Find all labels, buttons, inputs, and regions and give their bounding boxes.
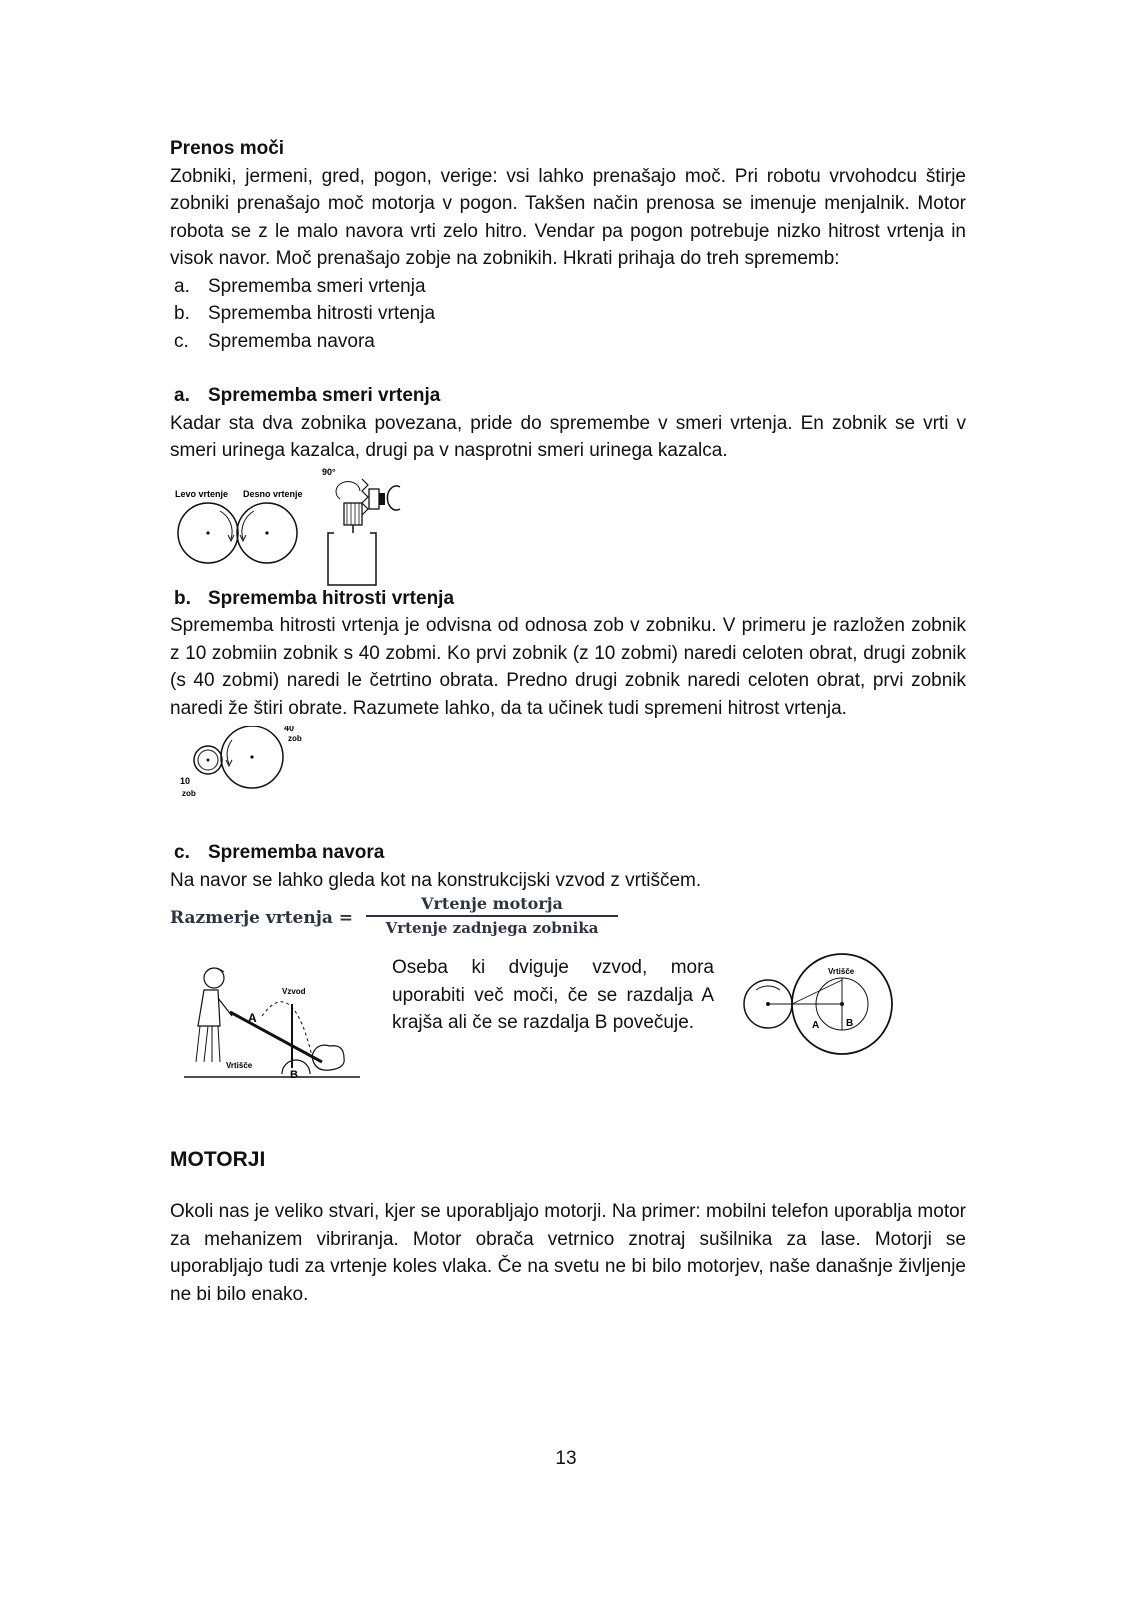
subsection-title-b: b. Sprememba hitrosti vrtenja [174,587,455,609]
gear-ratio-figure [172,726,312,800]
motors-heading: MOTORJI [170,1148,266,1171]
change-list [170,273,966,356]
gear-lever-figure [742,950,902,1058]
big-gear-teeth: 40 [284,726,295,733]
gear-distance-b: B [846,1018,854,1029]
figure-rotation-direction [170,465,966,585]
arrow-cw [220,511,232,539]
distance-a-label: A [248,1011,257,1025]
list-item: b. Sprememba hitrosti vrtenja [174,303,436,324]
motors-paragraph: Okoli nas je veliko stvari, kjer se uporabljajo motorji. Na primer: mobilni telefon uporablja motor za mehanizem vibriranja. Motor obrača vetrnico znotraj sušilnika za lase. Motorji se uporabljajo tudi za vrtenje koles vlaka. Če na svetu ne bi bilo motorjev, naše današnje življenje ne bi bilo enako. [170,1201,966,1305]
left-rotation-label: Levo vrtenje [175,488,229,499]
lever-label: Vzvod [282,987,306,996]
angle-label: 90° [322,466,336,477]
big-gear-unit: zob [288,734,302,743]
formula-left: Razmerje vrtenja = [170,908,354,928]
list-item: c. Sprememba navora [174,330,375,352]
distance-b-label: B [290,1069,298,1081]
section-title: Prenos moči [170,138,285,159]
gear-distance-a: A [812,1020,820,1031]
gears-figure [170,465,430,587]
gear-pivot-label: Vrtišče [828,967,855,976]
small-gear-teeth: 10 [180,776,191,786]
page-content [170,135,966,1308]
subsection-paragraph-c: Na navor se lahko gleda kot na konstrukcijski vzvod z vrtiščem. [170,869,702,891]
subsection-title-a: a. Sprememba smeri vrtenja [174,385,441,406]
right-rotation-label: Desno vrtenje [243,488,303,499]
list-item: a. Sprememba smeri vrtenja [174,275,426,297]
small-gear-unit: zob [182,789,196,798]
lever-figure [182,964,372,1082]
lever-explanation: Oseba ki dviguje vzvod, mora uporabiti več moči, če se razdalja A krajša ali če se razdalja B povečuje. [392,957,714,1033]
figure-speed-change [170,722,966,822]
ratio-formula [170,894,966,954]
lever-section [170,954,966,1104]
formula-numerator: Vrtenje motorja [421,894,563,913]
pivot-label: Vrtišče [226,1061,253,1070]
page-number: 13 [555,1448,577,1469]
subsection-title-c: c. Sprememba navora [174,842,385,863]
formula-denominator: Vrtenje zadnjega zobnika [385,919,599,937]
subsection-paragraph-a: Kadar sta dva zobnika povezana, pride do spremembe v smeri vrtenja. En zobnik se vrti v smeri urinega kazalca, drugi pa v nasprotni smeri urinega kazalca. [170,412,966,461]
subsection-paragraph-b: Sprememba hitrosti vrtenja je odvisna od odnosa zob v zobniku. V primeru je razložen zobnik z 10 zobmiin zobnik s 40 zobmi. Ko prvi zobnik (z 10 zobmi) naredi celoten obrat, drugi zobnik (s 40 zobmi) naredi le četrtino obrata. Predno drugi zobnik naredi celoten obrat, prvi zobnik naredi že štiri obrate. Razumete lahko, da ta učinek tudi spremeni hitrost vrtenja. [170,615,966,719]
section-paragraph: Zobniki, jermeni, gred, pogon, verige: vsi lahko prenašajo moč. Pri robotu vrvohodcu štirje zobniki prenašajo moč motorja v pogon. Takšen način prenosa se imenuje menjalnik. Motor robota se z le malo navora vrti zelo hitro. Vendar pa pogon potrebuje nizko hitrost vrtenja in visok navor. Moč prenašajo zobje na zobnikih. Hkrati prihaja do treh sprememb: [170,165,966,269]
